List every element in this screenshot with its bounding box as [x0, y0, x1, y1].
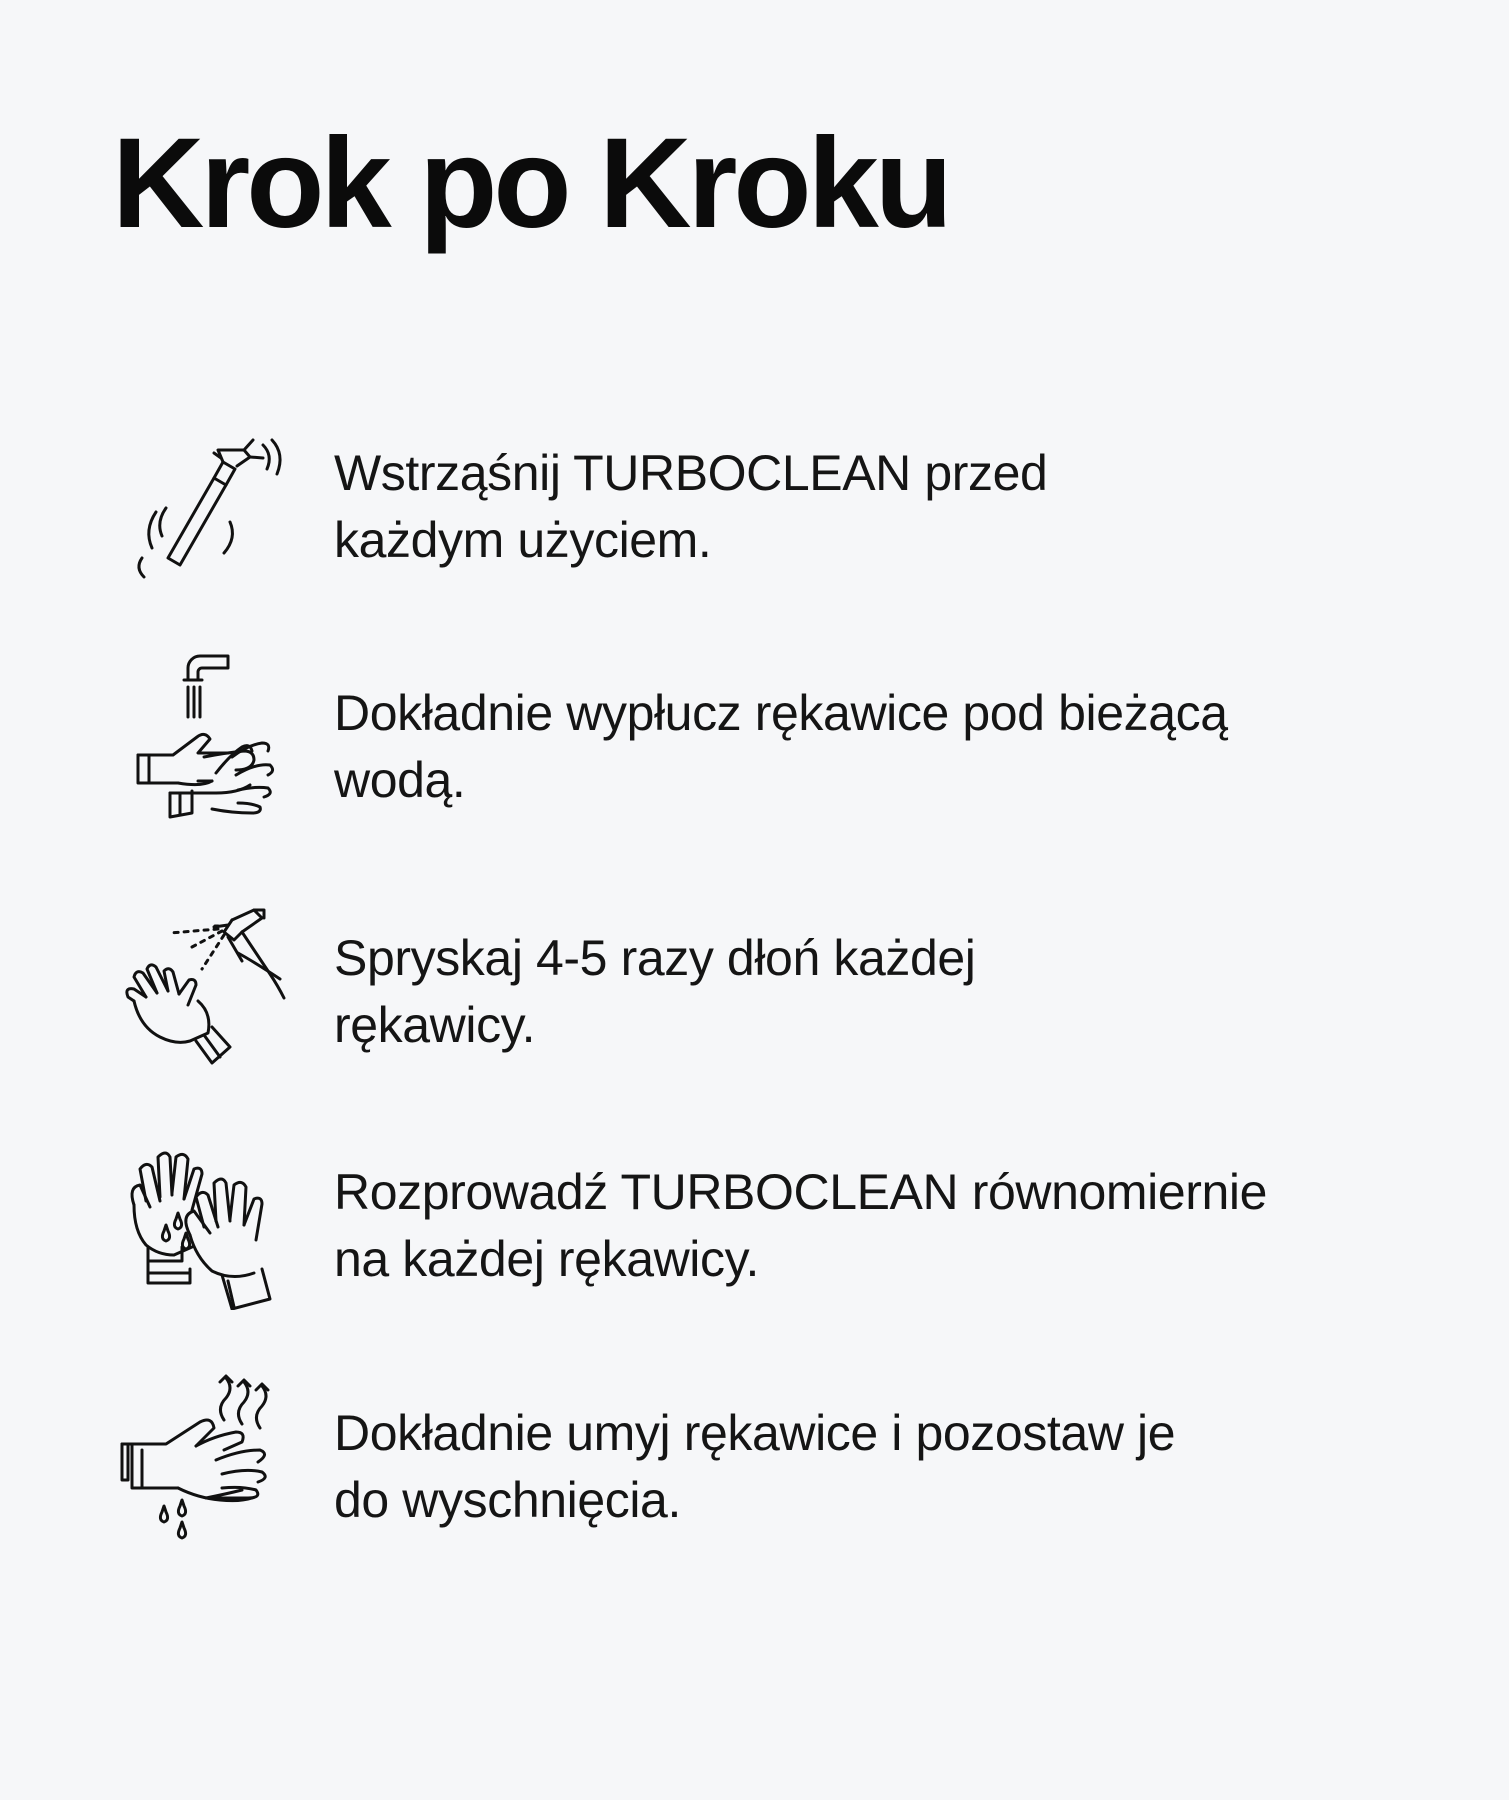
step-4: [0, 1135, 1509, 1335]
step-1: [0, 410, 1509, 610]
step-5: [0, 1370, 1509, 1570]
page-title: Krok po Kroku: [112, 112, 949, 255]
gloves-spread-icon: [118, 1135, 293, 1310]
step-3: [0, 895, 1509, 1095]
step-5-text: Dokładnie umyj rękawice i pozostaw je do wyschnięcia.: [334, 1405, 1176, 1528]
step-1-text: Wstrząśnij TURBOCLEAN przed każdym użyciem.: [334, 445, 1048, 568]
faucet-gloves-rinse-icon: [118, 645, 293, 820]
step-3-text: Spryskaj 4-5 razy dłoń każdej rękawicy.: [334, 930, 976, 1053]
spray-glove-icon: [118, 895, 293, 1070]
spray-bottle-shake-icon: [118, 420, 293, 595]
gloves-drying-icon: [118, 1370, 293, 1545]
step-4-text: Rozprowadź TURBOCLEAN równomiernie na każdej rękawicy.: [334, 1164, 1268, 1287]
step-2: [0, 645, 1509, 845]
step-2-text: Dokładnie wypłucz rękawice pod bieżącą wodą.: [334, 685, 1228, 808]
